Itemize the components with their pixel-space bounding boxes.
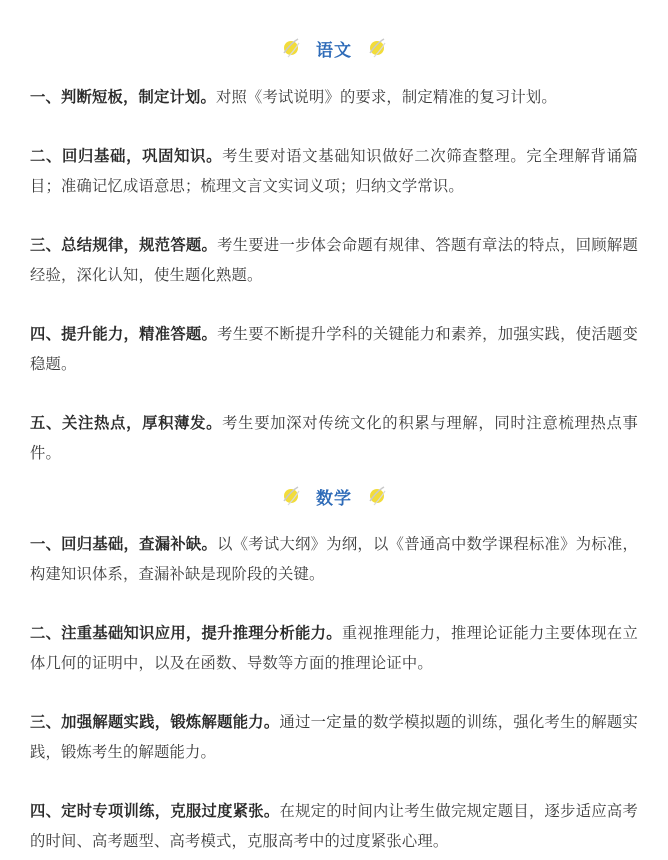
paragraph-heading: 三、加强解题实践，锻炼解题能力。 [30,713,280,731]
paragraph [30,529,638,589]
paragraph-text: 考生要对语文基础知识做好二次筛查整理。完全理解背诵篇目；准确记忆成语意思；梳理文言文实词义项；归纳文学常识。 [30,147,639,195]
paragraph [30,82,638,112]
paragraph-text: 通过一定量的数学模拟题的训练，强化考生的解题实践，锻炼考生的解题能力。 [30,713,639,761]
paragraph [30,707,638,767]
paragraph-heading: 一、回归基础，查漏补缺。 [30,535,218,553]
paragraph-heading: 四、定时专项训练，克服过度紧张。 [30,802,280,820]
section-title-text: 数学 [316,488,352,509]
paragraph-heading: 二、回归基础，巩固知识。 [30,147,223,165]
section-title-math [30,482,638,510]
paragraph [30,618,638,678]
lemon-slice-icon [280,37,302,59]
paragraph-text: 考生要进一步体会命题有规律、答题有章法的特点，回顾解题经验，深化认知，使生题化熟题。 [30,236,638,284]
paragraph-heading: 三、总结规律，规范答题。 [30,236,218,254]
paragraph [30,141,638,201]
section-title-text: 语文 [316,40,352,61]
lemon-slice-icon [366,485,388,507]
paragraph-text: 考生要加深对传统文化的积累与理解，同时注意梳理热点事件。 [30,414,639,462]
paragraph [30,796,638,856]
paragraph-heading: 一、判断短板，制定计划。 [30,88,216,106]
lemon-slice-icon [366,37,388,59]
paragraph-heading: 四、提升能力，精准答题。 [30,325,218,343]
paragraph [30,230,638,290]
paragraph-text: 考生要不断提升学科的关键能力和素养，加强实践，使活题变稳题。 [30,325,638,373]
paragraph-text: 对照《考试说明》的要求，制定精准的复习计划。 [215,88,557,106]
lemon-slice-icon [280,485,302,507]
section-title-chinese [30,34,638,62]
paragraph-heading: 五、关注热点，厚积薄发。 [30,414,223,432]
paragraph-text: 以《考试大纲》为纲，以《普通高中数学课程标准》为标准，构建知识体系，查漏补缺是现阶段的关键。 [30,535,638,583]
paragraph [30,408,638,468]
paragraph-text: 在规定的时间内让考生做完规定题目，逐步适应高考的时间、高考题型、高考模式，克服高考中的过度紧张心理。 [30,802,639,850]
paragraph-heading: 二、注重基础知识应用，提升推理分析能力。 [30,624,342,642]
paragraph-text: 重视推理能力，推理论证能力主要体现在立体几何的证明中，以及在函数、导数等方面的推理论证中。 [30,624,638,672]
paragraph [30,319,638,379]
